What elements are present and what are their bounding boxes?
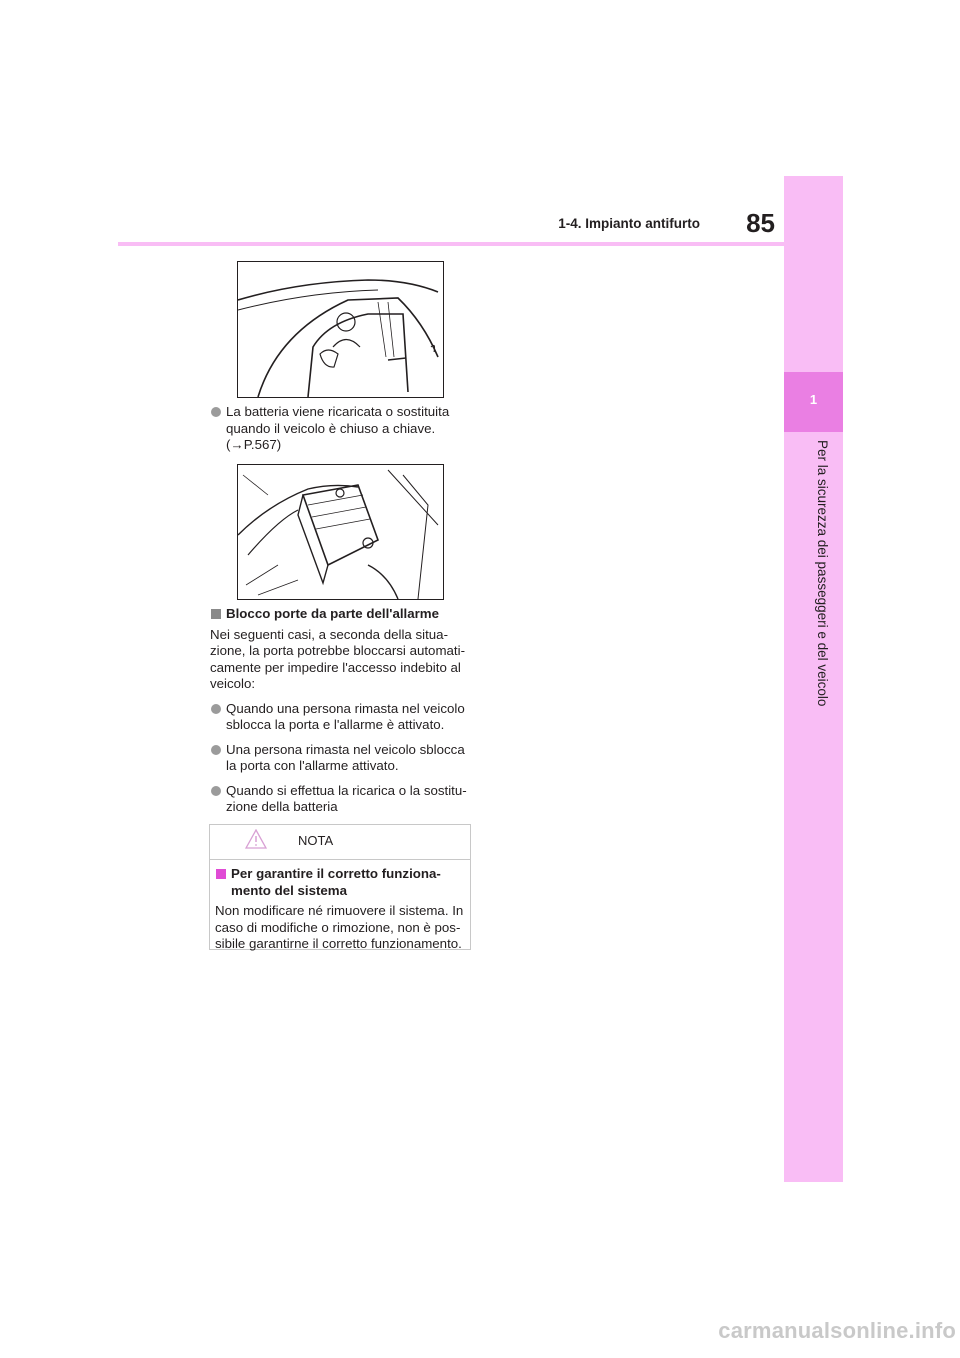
bullet-text: Una persona rimasta nel veicolo sblocca la porta con l'allarme attivato. — [226, 741, 465, 773]
bullet-text: La batteria viene ricaricata o sostituita quando il veicolo è chiuso a chiave. — [226, 404, 450, 436]
bullet-icon — [211, 786, 221, 796]
nota-notice-box — [209, 824, 471, 950]
bullet-icon — [211, 704, 221, 714]
section-title: 1-4. Impianto antifurto — [558, 216, 700, 231]
lock-section — [210, 606, 472, 824]
chapter-label: Per la sicurezza dei passeggeri e del veicolo — [815, 440, 830, 707]
bullet-icon — [211, 407, 221, 417]
nota-label: NOTA — [298, 833, 334, 848]
nota-body — [210, 860, 470, 953]
list-item — [210, 404, 472, 454]
car-door-illustration — [237, 261, 444, 398]
bullet-text: Quando una persona rimasta nel veicolo sblocca la porta e l'allarme è attivato. — [226, 700, 465, 732]
square-bullet-icon — [216, 869, 226, 879]
list-item — [210, 783, 472, 816]
nota-text: Non modificare né rimuovere il sistema. In caso di modifiche o rimozione, non è pos- sibile garantirne il corretto funzionamento. — [215, 903, 464, 951]
bullet-icon — [211, 745, 221, 755]
nota-header — [210, 825, 470, 860]
battery-illustration — [237, 464, 444, 600]
header-rule — [118, 242, 784, 246]
list-item — [210, 742, 472, 775]
nota-subheading: Per garantire il corretto funziona- mento del sistema — [215, 866, 466, 899]
battery-bullet-block — [210, 404, 472, 462]
square-bullet-icon — [211, 609, 221, 619]
page-reference-link[interactable]: (→P.567) — [226, 437, 282, 452]
list-item — [210, 701, 472, 734]
chapter-number: 1 — [809, 392, 818, 407]
watermark: carmanualsonline.info — [718, 1318, 956, 1343]
bullet-text: Quando si effettua la ricarica o la sostitu- zione della batteria — [226, 782, 467, 814]
page-number: 85 — [746, 208, 775, 238]
paragraph: Nei seguenti casi, a seconda della situa- zione, la porta potrebbe bloccarsi automati- camente per impedire l'accesso indebito al veicolo: — [210, 626, 465, 691]
warning-triangle-icon — [245, 829, 267, 849]
subsection-heading: Blocco porte da parte dell'allarme — [210, 606, 472, 623]
